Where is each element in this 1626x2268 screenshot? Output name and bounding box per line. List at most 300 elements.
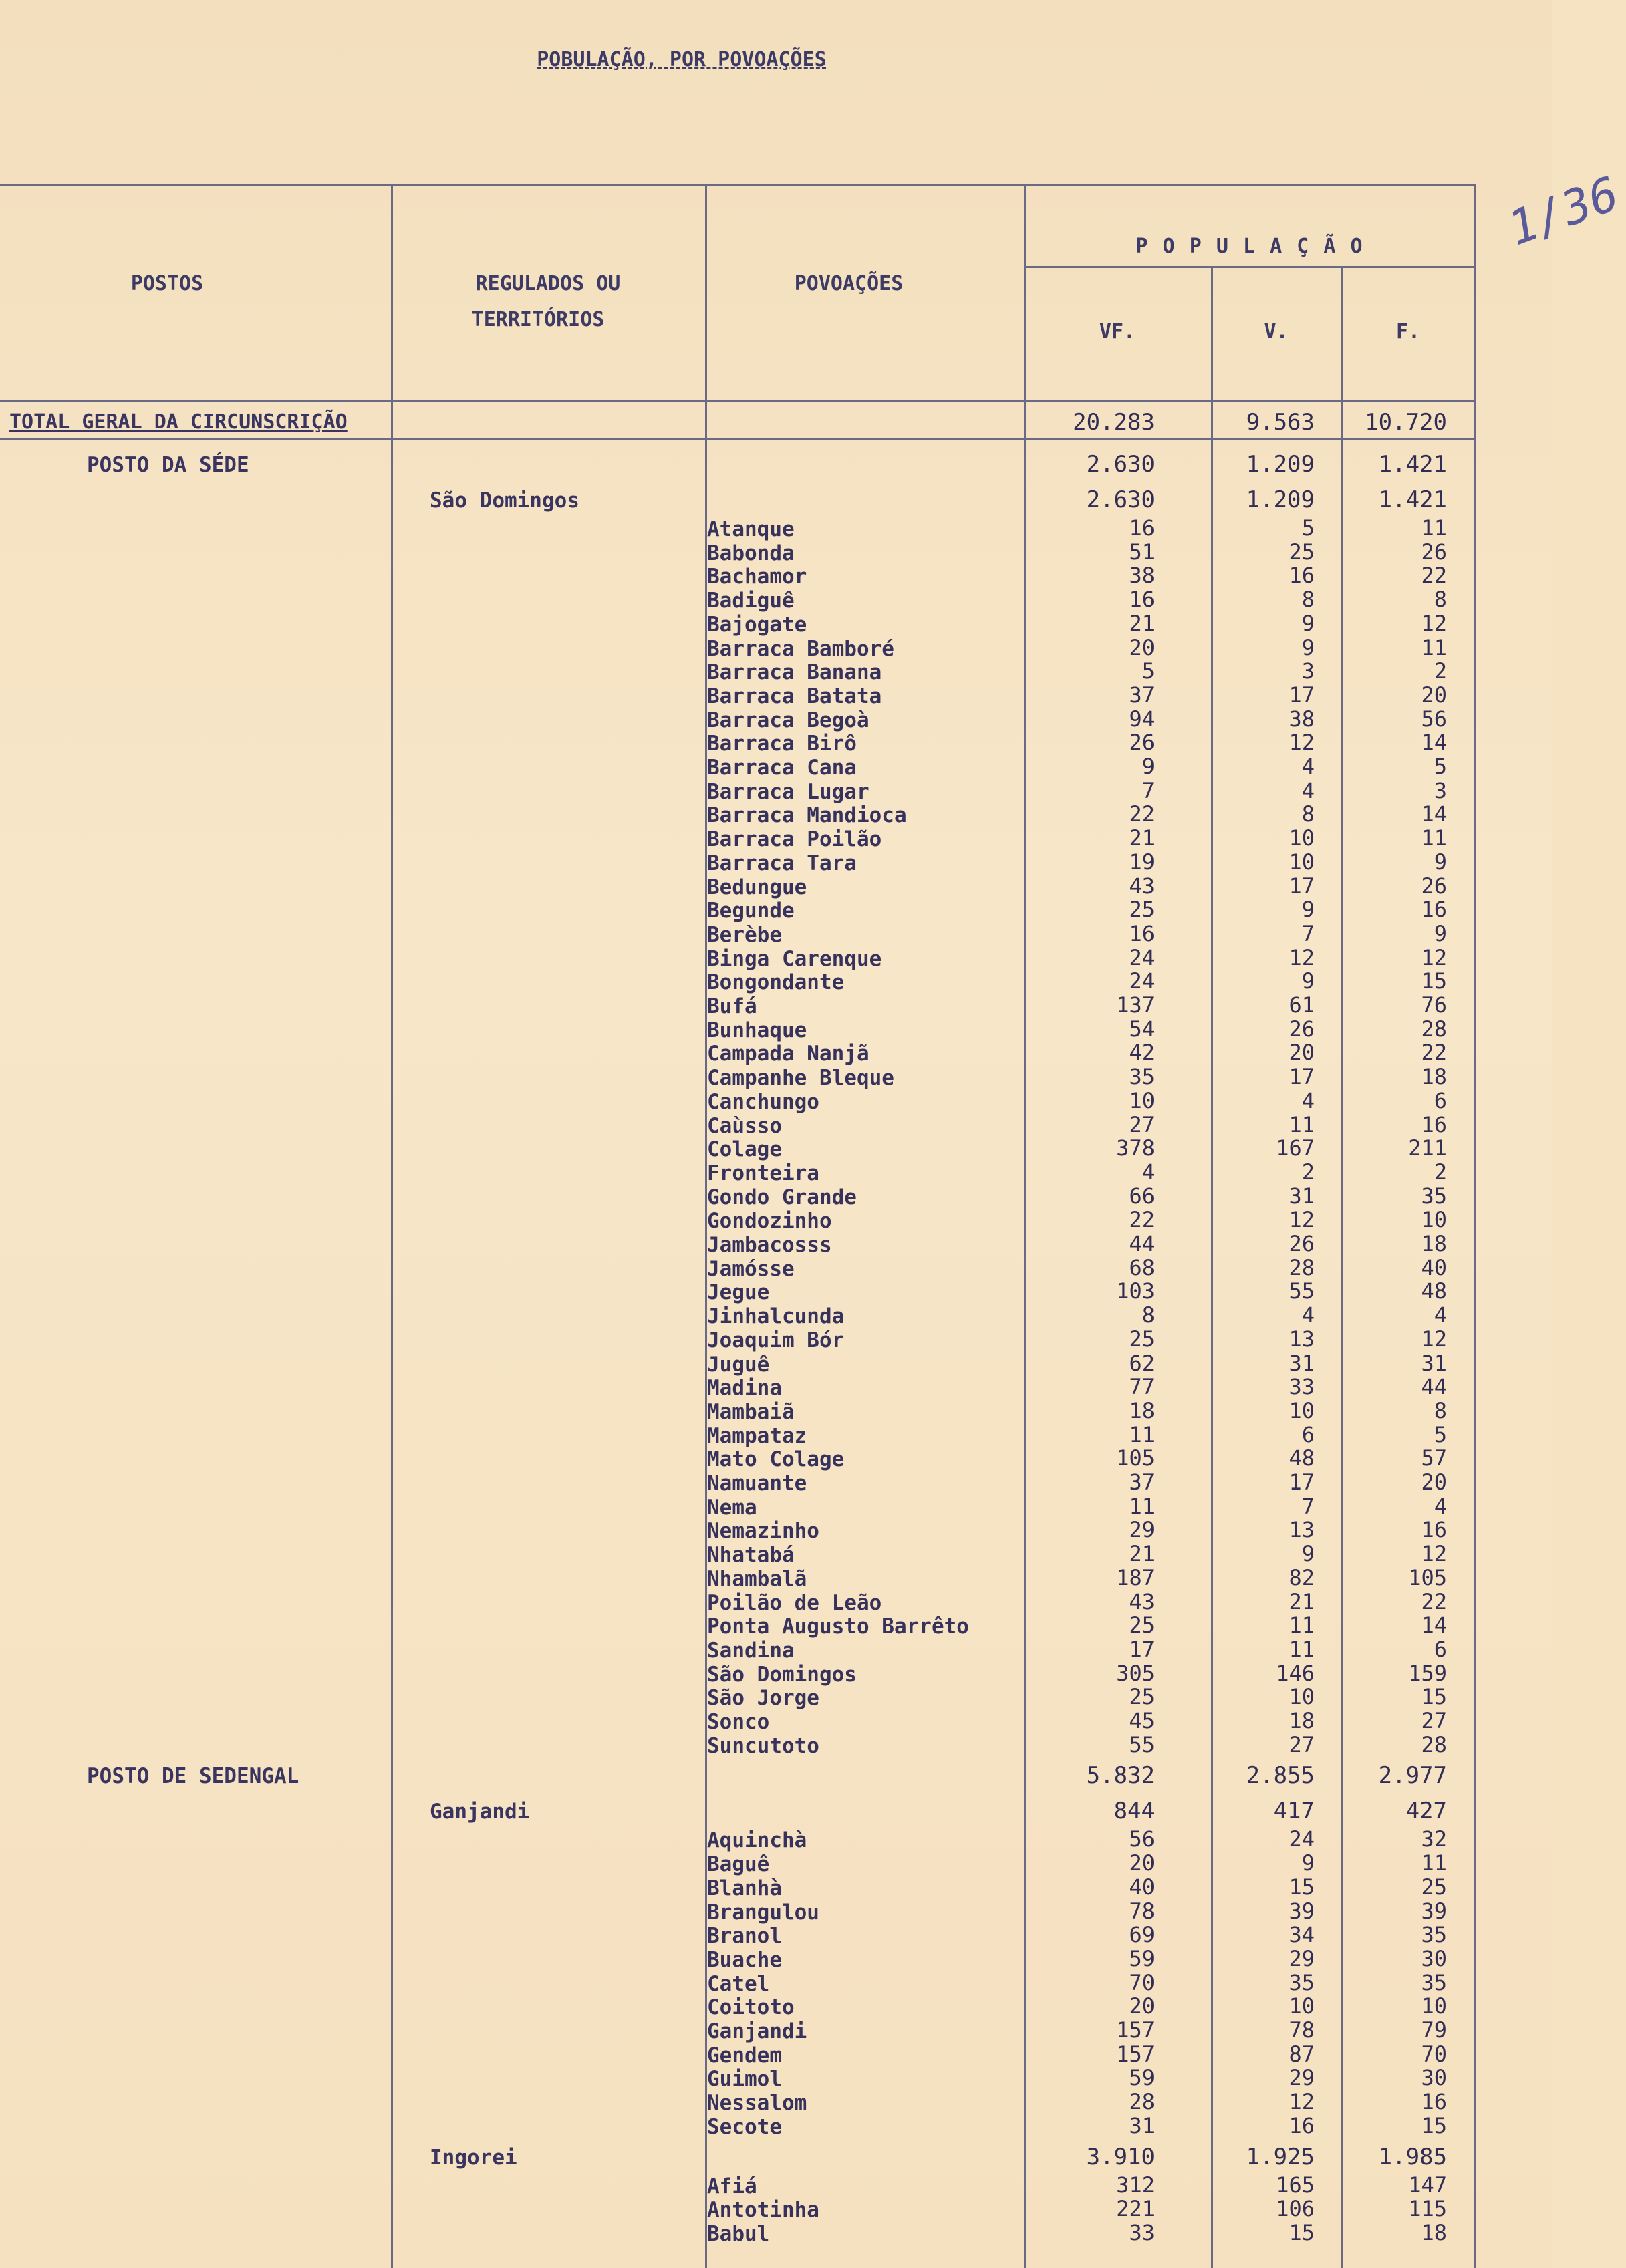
cell-f: 211: [1408, 1135, 1447, 1161]
povoacao-name: Barraca Cana: [707, 756, 857, 780]
cell-f: 35: [1421, 1969, 1447, 1995]
header-regulados-line1: REGULADOS OU: [475, 272, 621, 295]
cell-v: 12: [1289, 730, 1315, 756]
povoacao-name: Atanque: [707, 517, 795, 541]
cell-f: 14: [1421, 730, 1447, 756]
cell-v: 12: [1289, 1207, 1315, 1233]
povoacao-name: Barraca Banana: [707, 660, 882, 685]
cell-vf: 5: [1141, 658, 1155, 684]
cell-f: 12: [1421, 1326, 1447, 1352]
povoacao-name: Coitoto: [707, 1995, 795, 2020]
cell-vf: 20: [1129, 634, 1155, 660]
povoacao-name: Colage: [707, 1137, 782, 1162]
cell-v: 29: [1289, 2065, 1315, 2091]
povoacao-name: Barraca Begoà: [707, 708, 869, 732]
cell-v: 4: [1301, 754, 1315, 779]
cell-v: 11: [1289, 1111, 1315, 1137]
cell-vf: 69: [1129, 1922, 1155, 1948]
povoacao-name: Nessalom: [707, 2091, 807, 2116]
cell-f: 16: [1421, 897, 1447, 923]
cell-f: 11: [1421, 825, 1447, 851]
margin-annotation: 1/36: [1501, 166, 1626, 257]
cell-f: 26: [1421, 873, 1447, 899]
cell-v: 9: [1301, 968, 1315, 994]
cell-f: 18: [1421, 2219, 1447, 2245]
povoacao-name: Berèbe: [707, 922, 782, 947]
povoacao-name: Caùsso: [707, 1113, 782, 1138]
cell-v: 35: [1289, 1969, 1315, 1995]
cell-v: 10: [1289, 1397, 1315, 1423]
cell-f: 28: [1421, 1731, 1447, 1757]
cell-v: 12: [1289, 2089, 1315, 2115]
cell-vf: 17: [1129, 1636, 1155, 1662]
cell-f: 22: [1421, 1588, 1447, 1614]
header-postos: POSTOS: [130, 272, 204, 295]
cell-vf: 40: [1129, 1874, 1155, 1900]
cell-v: 1.925: [1246, 2143, 1315, 2170]
cell-vf: 378: [1116, 1135, 1155, 1161]
cell-f: 14: [1421, 1612, 1447, 1639]
cell-f: 12: [1421, 610, 1447, 636]
povoacao-name: Jamósse: [707, 1256, 795, 1281]
cell-vf: 37: [1129, 1469, 1155, 1495]
cell-f: 6: [1434, 1087, 1447, 1113]
povoacao-name: Ponta Augusto Barrêto: [707, 1614, 969, 1639]
cell-v: 18: [1289, 1708, 1315, 1733]
total-label: TOTAL GERAL DA CIRCUNSCRIÇÃO: [9, 410, 348, 434]
cell-vf: 187: [1116, 1564, 1155, 1590]
cell-vf: 3.910: [1086, 2143, 1155, 2170]
posto-name: POSTO DE SEDENGAL: [87, 1764, 299, 1789]
povoacao-name: Blanhà: [707, 1876, 782, 1900]
cell-vf: 103: [1116, 1278, 1155, 1304]
cell-v: 87: [1289, 2041, 1315, 2067]
cell-f: 18: [1421, 1231, 1447, 1256]
cell-v: 17: [1289, 1064, 1315, 1090]
cell-v: 106: [1276, 2196, 1315, 2222]
header-vf: VF.: [1099, 320, 1136, 343]
cell-f: 22: [1421, 1040, 1447, 1066]
cell-vf: 11: [1129, 1421, 1155, 1447]
povoacao-name: Gendem: [707, 2043, 782, 2068]
cell-v: 8: [1301, 587, 1315, 613]
cell-v: 10: [1289, 1684, 1315, 1710]
cell-vf: 21: [1129, 825, 1155, 851]
povoacao-name: Juguê: [707, 1352, 770, 1377]
cell-f: 427: [1405, 1798, 1447, 1825]
regulado-name: Ingorei: [430, 2145, 517, 2170]
cell-f: 35: [1421, 1183, 1447, 1209]
povoacao-name: Barraca Birô: [707, 732, 857, 756]
cell-v: 1.209: [1246, 486, 1315, 513]
cell-f: 8: [1434, 1397, 1447, 1423]
cell-v: 20: [1289, 1040, 1315, 1066]
cell-f: 32: [1421, 1826, 1447, 1852]
cell-v: 9: [1301, 897, 1315, 923]
cell-vf: 22: [1129, 1207, 1155, 1233]
povoacao-name: Guimol: [707, 2067, 782, 2092]
cell-v: 3: [1301, 658, 1315, 684]
cell-vf: 221: [1116, 2196, 1155, 2222]
cell-f: 30: [1421, 2065, 1447, 2091]
cell-f: 2.977: [1378, 1762, 1447, 1790]
cell-vf: 70: [1129, 1969, 1155, 1995]
povoacao-name: Barraca Poilão: [707, 827, 882, 852]
cell-f: 44: [1421, 1374, 1447, 1400]
povoacao-name: Barraca Lugar: [707, 779, 869, 804]
cell-v: 28: [1289, 1254, 1315, 1280]
cell-f: 15: [1421, 2112, 1447, 2138]
cell-f: 5: [1434, 1421, 1447, 1447]
cell-f: 28: [1421, 1016, 1447, 1042]
cell-v: 167: [1276, 1135, 1315, 1161]
cell-v: 15: [1289, 2219, 1315, 2245]
povoacao-name: Suncutoto: [707, 1733, 819, 1758]
cell-v: 9: [1301, 610, 1315, 636]
cell-vf: 29: [1129, 1517, 1155, 1543]
cell-v: 21: [1289, 1588, 1315, 1614]
cell-vf: 157: [1116, 2017, 1155, 2043]
cell-v: 31: [1289, 1350, 1315, 1376]
povoacao-name: Nema: [707, 1495, 757, 1520]
cell-vf: 38: [1129, 563, 1155, 589]
cell-v: 34: [1289, 1922, 1315, 1948]
cell-vf: 25: [1129, 1326, 1155, 1352]
cell-f: 16: [1421, 2089, 1447, 2115]
povoacao-name: Begunde: [707, 899, 795, 924]
cell-vf: 66: [1129, 1183, 1155, 1209]
cell-f: 39: [1421, 1898, 1447, 1924]
cell-vf: 55: [1129, 1731, 1155, 1757]
cell-vf: 28: [1129, 2089, 1155, 2115]
povoacao-name: Secote: [707, 2114, 782, 2139]
povoacao-name: Bufá: [707, 994, 757, 1018]
cell-f: 26: [1421, 539, 1447, 565]
povoacao-name: Nhatabá: [707, 1543, 795, 1568]
cell-vf: 7: [1141, 777, 1155, 803]
cell-v: 48: [1289, 1445, 1315, 1471]
cell-v: 13: [1289, 1517, 1315, 1543]
povoacao-name: Bachamor: [707, 565, 807, 589]
povoacao-name: São Jorge: [707, 1686, 819, 1711]
cell-vf: 305: [1116, 1660, 1155, 1686]
cell-v: 7: [1301, 920, 1315, 946]
cell-vf: 43: [1129, 1588, 1155, 1614]
cell-v: 13: [1289, 1326, 1315, 1352]
povoacao-name: Barraca Tara: [707, 851, 857, 875]
cell-f: 20: [1421, 1469, 1447, 1495]
cell-v: 417: [1273, 1798, 1315, 1825]
cell-vf: 105: [1116, 1445, 1155, 1471]
povoacao-name: Aquinchà: [707, 1828, 807, 1853]
cell-f: 10: [1421, 1993, 1447, 2019]
cell-v: 31: [1289, 1183, 1315, 1209]
povoacao-name: Ganjandi: [707, 2019, 807, 2043]
cell-vf: 31: [1129, 2112, 1155, 2138]
cell-f: 25: [1421, 1874, 1447, 1900]
cell-vf: 10: [1129, 1087, 1155, 1113]
povoacao-name: Bedungue: [707, 875, 807, 899]
povoacao-name: Mato Colage: [707, 1447, 845, 1472]
cell-vf: 35: [1129, 1064, 1155, 1090]
cell-v: 78: [1289, 2017, 1315, 2043]
cell-vf: 27: [1129, 1111, 1155, 1137]
cell-v: 4: [1301, 1302, 1315, 1328]
cell-vf: 16: [1129, 920, 1155, 946]
cell-v: 26: [1289, 1016, 1315, 1042]
header-bottom-border: [0, 400, 1476, 402]
cell-v: 1.209: [1246, 451, 1315, 478]
povoacao-name: Barraca Bamboré: [707, 636, 894, 661]
cell-vf: 25: [1129, 1612, 1155, 1639]
cell-vf: 25: [1129, 897, 1155, 923]
povoacao-name: Afiá: [707, 2174, 757, 2199]
cell-f: 15: [1421, 968, 1447, 994]
cell-f: 12: [1421, 944, 1447, 970]
cell-v: 4: [1301, 777, 1315, 803]
cell-v: 16: [1289, 563, 1315, 589]
povoacao-name: Antotinha: [707, 2198, 819, 2223]
cell-vf: 54: [1129, 1016, 1155, 1042]
cell-f: 147: [1408, 2172, 1447, 2198]
cell-vf: 4: [1141, 1159, 1155, 1185]
cell-vf: 78: [1129, 1898, 1155, 1924]
cell-f: 105: [1408, 1564, 1447, 1590]
cell-v: 25: [1289, 539, 1315, 565]
cell-v: 9: [1301, 1850, 1315, 1876]
cell-v: 11: [1289, 1636, 1315, 1662]
cell-vf: 68: [1129, 1254, 1155, 1280]
cell-vf: 25: [1129, 1684, 1155, 1710]
page-title: POBULAÇÃO, POR POVOAÇÕES: [537, 48, 827, 72]
cell-vf: 16: [1129, 515, 1155, 541]
posto-name: POSTO DA SÉDE: [87, 453, 249, 477]
population-header-divider: [1024, 266, 1476, 268]
povoacao-name: Barraca Batata: [707, 684, 882, 708]
cell-f: 35: [1421, 1922, 1447, 1948]
cell-f: 9: [1434, 920, 1447, 946]
cell-vf: 33: [1129, 2219, 1155, 2245]
cell-vf: 44: [1129, 1231, 1155, 1256]
cell-f: 2: [1434, 658, 1447, 684]
cell-v: 10: [1289, 849, 1315, 875]
total-v: 9.563: [1246, 409, 1315, 436]
cell-vf: 77: [1129, 1374, 1155, 1400]
povoacao-name: Gondozinho: [707, 1209, 832, 1234]
povoacao-name: Barraca Mandioca: [707, 803, 907, 828]
cell-v: 9: [1301, 1541, 1315, 1567]
cell-v: 2: [1301, 1159, 1315, 1185]
cell-vf: 56: [1129, 1826, 1155, 1852]
povoacao-name: Babonda: [707, 541, 795, 565]
cell-vf: 8: [1141, 1302, 1155, 1328]
cell-f: 1.421: [1378, 451, 1447, 478]
povoacao-name: São Domingos: [707, 1662, 857, 1687]
povoacao-name: Badiguê: [707, 589, 795, 613]
header-f: F.: [1395, 320, 1421, 343]
povoacao-name: Campanhe Bleque: [707, 1066, 894, 1091]
cell-f: 1.421: [1378, 486, 1447, 513]
povoacao-name: Mampataz: [707, 1423, 807, 1448]
povoacao-name: Nemazinho: [707, 1519, 819, 1544]
cell-vf: 5.832: [1086, 1762, 1155, 1790]
cell-f: 10: [1421, 1207, 1447, 1233]
column-divider-povoacoes: [1024, 184, 1026, 2268]
header-v: V.: [1264, 320, 1289, 343]
cell-f: 16: [1421, 1517, 1447, 1543]
povoacao-name: Joaquim Bór: [707, 1328, 845, 1353]
povoacao-name: Namuante: [707, 1471, 807, 1496]
column-divider-postos: [391, 184, 393, 2268]
cell-v: 27: [1289, 1731, 1315, 1757]
cell-vf: 20: [1129, 1993, 1155, 2019]
povoacao-name: Bongondante: [707, 970, 845, 995]
cell-vf: 22: [1129, 801, 1155, 827]
povoacao-name: Babul: [707, 2221, 770, 2246]
cell-v: 8: [1301, 801, 1315, 827]
cell-f: 79: [1421, 2017, 1447, 2043]
cell-v: 10: [1289, 1993, 1315, 2019]
cell-vf: 2.630: [1086, 451, 1155, 478]
cell-f: 11: [1421, 634, 1447, 660]
cell-v: 17: [1289, 682, 1315, 708]
cell-f: 56: [1421, 706, 1447, 732]
povoacao-name: Campada Nanjã: [707, 1042, 869, 1067]
header-regulados-line2: TERRITÓRIOS: [471, 308, 605, 331]
regulado-name: Ganjandi: [430, 1800, 530, 1824]
cell-v: 165: [1276, 2172, 1315, 2198]
cell-f: 70: [1421, 2041, 1447, 2067]
cell-f: 12: [1421, 1541, 1447, 1567]
cell-vf: 94: [1129, 706, 1155, 732]
cell-vf: 24: [1129, 944, 1155, 970]
cell-f: 76: [1421, 992, 1447, 1018]
cell-f: 30: [1421, 1945, 1447, 1971]
cell-vf: 137: [1116, 992, 1155, 1018]
cell-f: 159: [1408, 1660, 1447, 1686]
povoacao-name: Madina: [707, 1376, 782, 1401]
povoacao-name: Jinhalcunda: [707, 1304, 845, 1329]
povoacao-name: Poilão de Leão: [707, 1590, 882, 1615]
cell-v: 5: [1301, 515, 1315, 541]
cell-f: 5: [1434, 754, 1447, 779]
regulado-name: São Domingos: [430, 488, 579, 513]
cell-v: 38: [1289, 706, 1315, 732]
cell-vf: 20: [1129, 1850, 1155, 1876]
cell-v: 2.855: [1246, 1762, 1315, 1790]
cell-f: 27: [1421, 1708, 1447, 1733]
cell-v: 61: [1289, 992, 1315, 1018]
cell-f: 22: [1421, 563, 1447, 589]
cell-vf: 21: [1129, 1541, 1155, 1567]
povoacao-name: Sonco: [707, 1710, 770, 1734]
cell-v: 82: [1289, 1564, 1315, 1590]
povoacao-name: Nhambalã: [707, 1566, 807, 1591]
cell-f: 20: [1421, 682, 1447, 708]
cell-vf: 37: [1129, 682, 1155, 708]
cell-f: 14: [1421, 801, 1447, 827]
cell-vf: 42: [1129, 1040, 1155, 1066]
povoacao-name: Catel: [707, 1971, 770, 1996]
cell-v: 39: [1289, 1898, 1315, 1924]
cell-vf: 51: [1129, 539, 1155, 565]
cell-vf: 62: [1129, 1350, 1155, 1376]
cell-v: 9: [1301, 634, 1315, 660]
table-right-border: [1474, 184, 1476, 2268]
cell-vf: 312: [1116, 2172, 1155, 2198]
povoacao-name: Baguê: [707, 1852, 770, 1877]
cell-f: 6: [1434, 1636, 1447, 1662]
cell-vf: 59: [1129, 2065, 1155, 2091]
cell-vf: 26: [1129, 730, 1155, 756]
povoacao-name: Mambaiã: [707, 1399, 795, 1424]
table-top-border: [0, 184, 1476, 186]
cell-f: 48: [1421, 1278, 1447, 1304]
cell-v: 4: [1301, 1087, 1315, 1113]
cell-vf: 9: [1141, 754, 1155, 779]
cell-f: 115: [1408, 2196, 1447, 2222]
cell-v: 6: [1301, 1421, 1315, 1447]
povoacao-name: Buache: [707, 1947, 782, 1972]
cell-vf: 21: [1129, 610, 1155, 636]
cell-v: 15: [1289, 1874, 1315, 1900]
cell-v: 11: [1289, 1612, 1315, 1639]
cell-f: 15: [1421, 1684, 1447, 1710]
cell-f: 11: [1421, 1850, 1447, 1876]
column-divider-v: [1341, 266, 1343, 2268]
cell-f: 57: [1421, 1445, 1447, 1471]
cell-v: 33: [1289, 1374, 1315, 1400]
header-populacao: P O P U L A Ç Ã O: [1135, 235, 1364, 258]
cell-v: 24: [1289, 1826, 1315, 1852]
cell-v: 29: [1289, 1945, 1315, 1971]
cell-f: 4: [1434, 1302, 1447, 1328]
povoacao-name: Canchungo: [707, 1089, 819, 1114]
povoacao-name: Fronteira: [707, 1161, 819, 1185]
cell-f: 2: [1434, 1159, 1447, 1185]
povoacao-name: Gondo Grande: [707, 1185, 857, 1210]
cell-v: 17: [1289, 873, 1315, 899]
cell-v: 26: [1289, 1231, 1315, 1256]
cell-vf: 11: [1129, 1493, 1155, 1519]
cell-f: 40: [1421, 1254, 1447, 1280]
povoacao-name: Jegue: [707, 1280, 770, 1305]
povoacao-name: Jambacosss: [707, 1233, 832, 1257]
total-f: 10.720: [1365, 409, 1447, 436]
cell-f: 3: [1434, 777, 1447, 803]
cell-v: 12: [1289, 944, 1315, 970]
povoacao-name: Branol: [707, 1924, 782, 1949]
cell-vf: 844: [1113, 1798, 1155, 1825]
cell-f: 8: [1434, 587, 1447, 613]
cell-f: 18: [1421, 1064, 1447, 1090]
cell-vf: 157: [1116, 2041, 1155, 2067]
cell-vf: 59: [1129, 1945, 1155, 1971]
povoacao-name: Sandina: [707, 1638, 795, 1663]
povoacao-name: Binga Carenque: [707, 946, 882, 971]
cell-vf: 45: [1129, 1708, 1155, 1733]
total-vf: 20.283: [1073, 409, 1155, 436]
cell-v: 55: [1289, 1278, 1315, 1304]
cell-f: 31: [1421, 1350, 1447, 1376]
cell-v: 7: [1301, 1493, 1315, 1519]
header-povoacoes: POVOAÇÕES: [794, 272, 904, 295]
cell-vf: 18: [1129, 1397, 1155, 1423]
povoacao-name: Bunhaque: [707, 1018, 807, 1042]
cell-v: 10: [1289, 825, 1315, 851]
cell-vf: 2.630: [1086, 486, 1155, 513]
cell-vf: 24: [1129, 968, 1155, 994]
